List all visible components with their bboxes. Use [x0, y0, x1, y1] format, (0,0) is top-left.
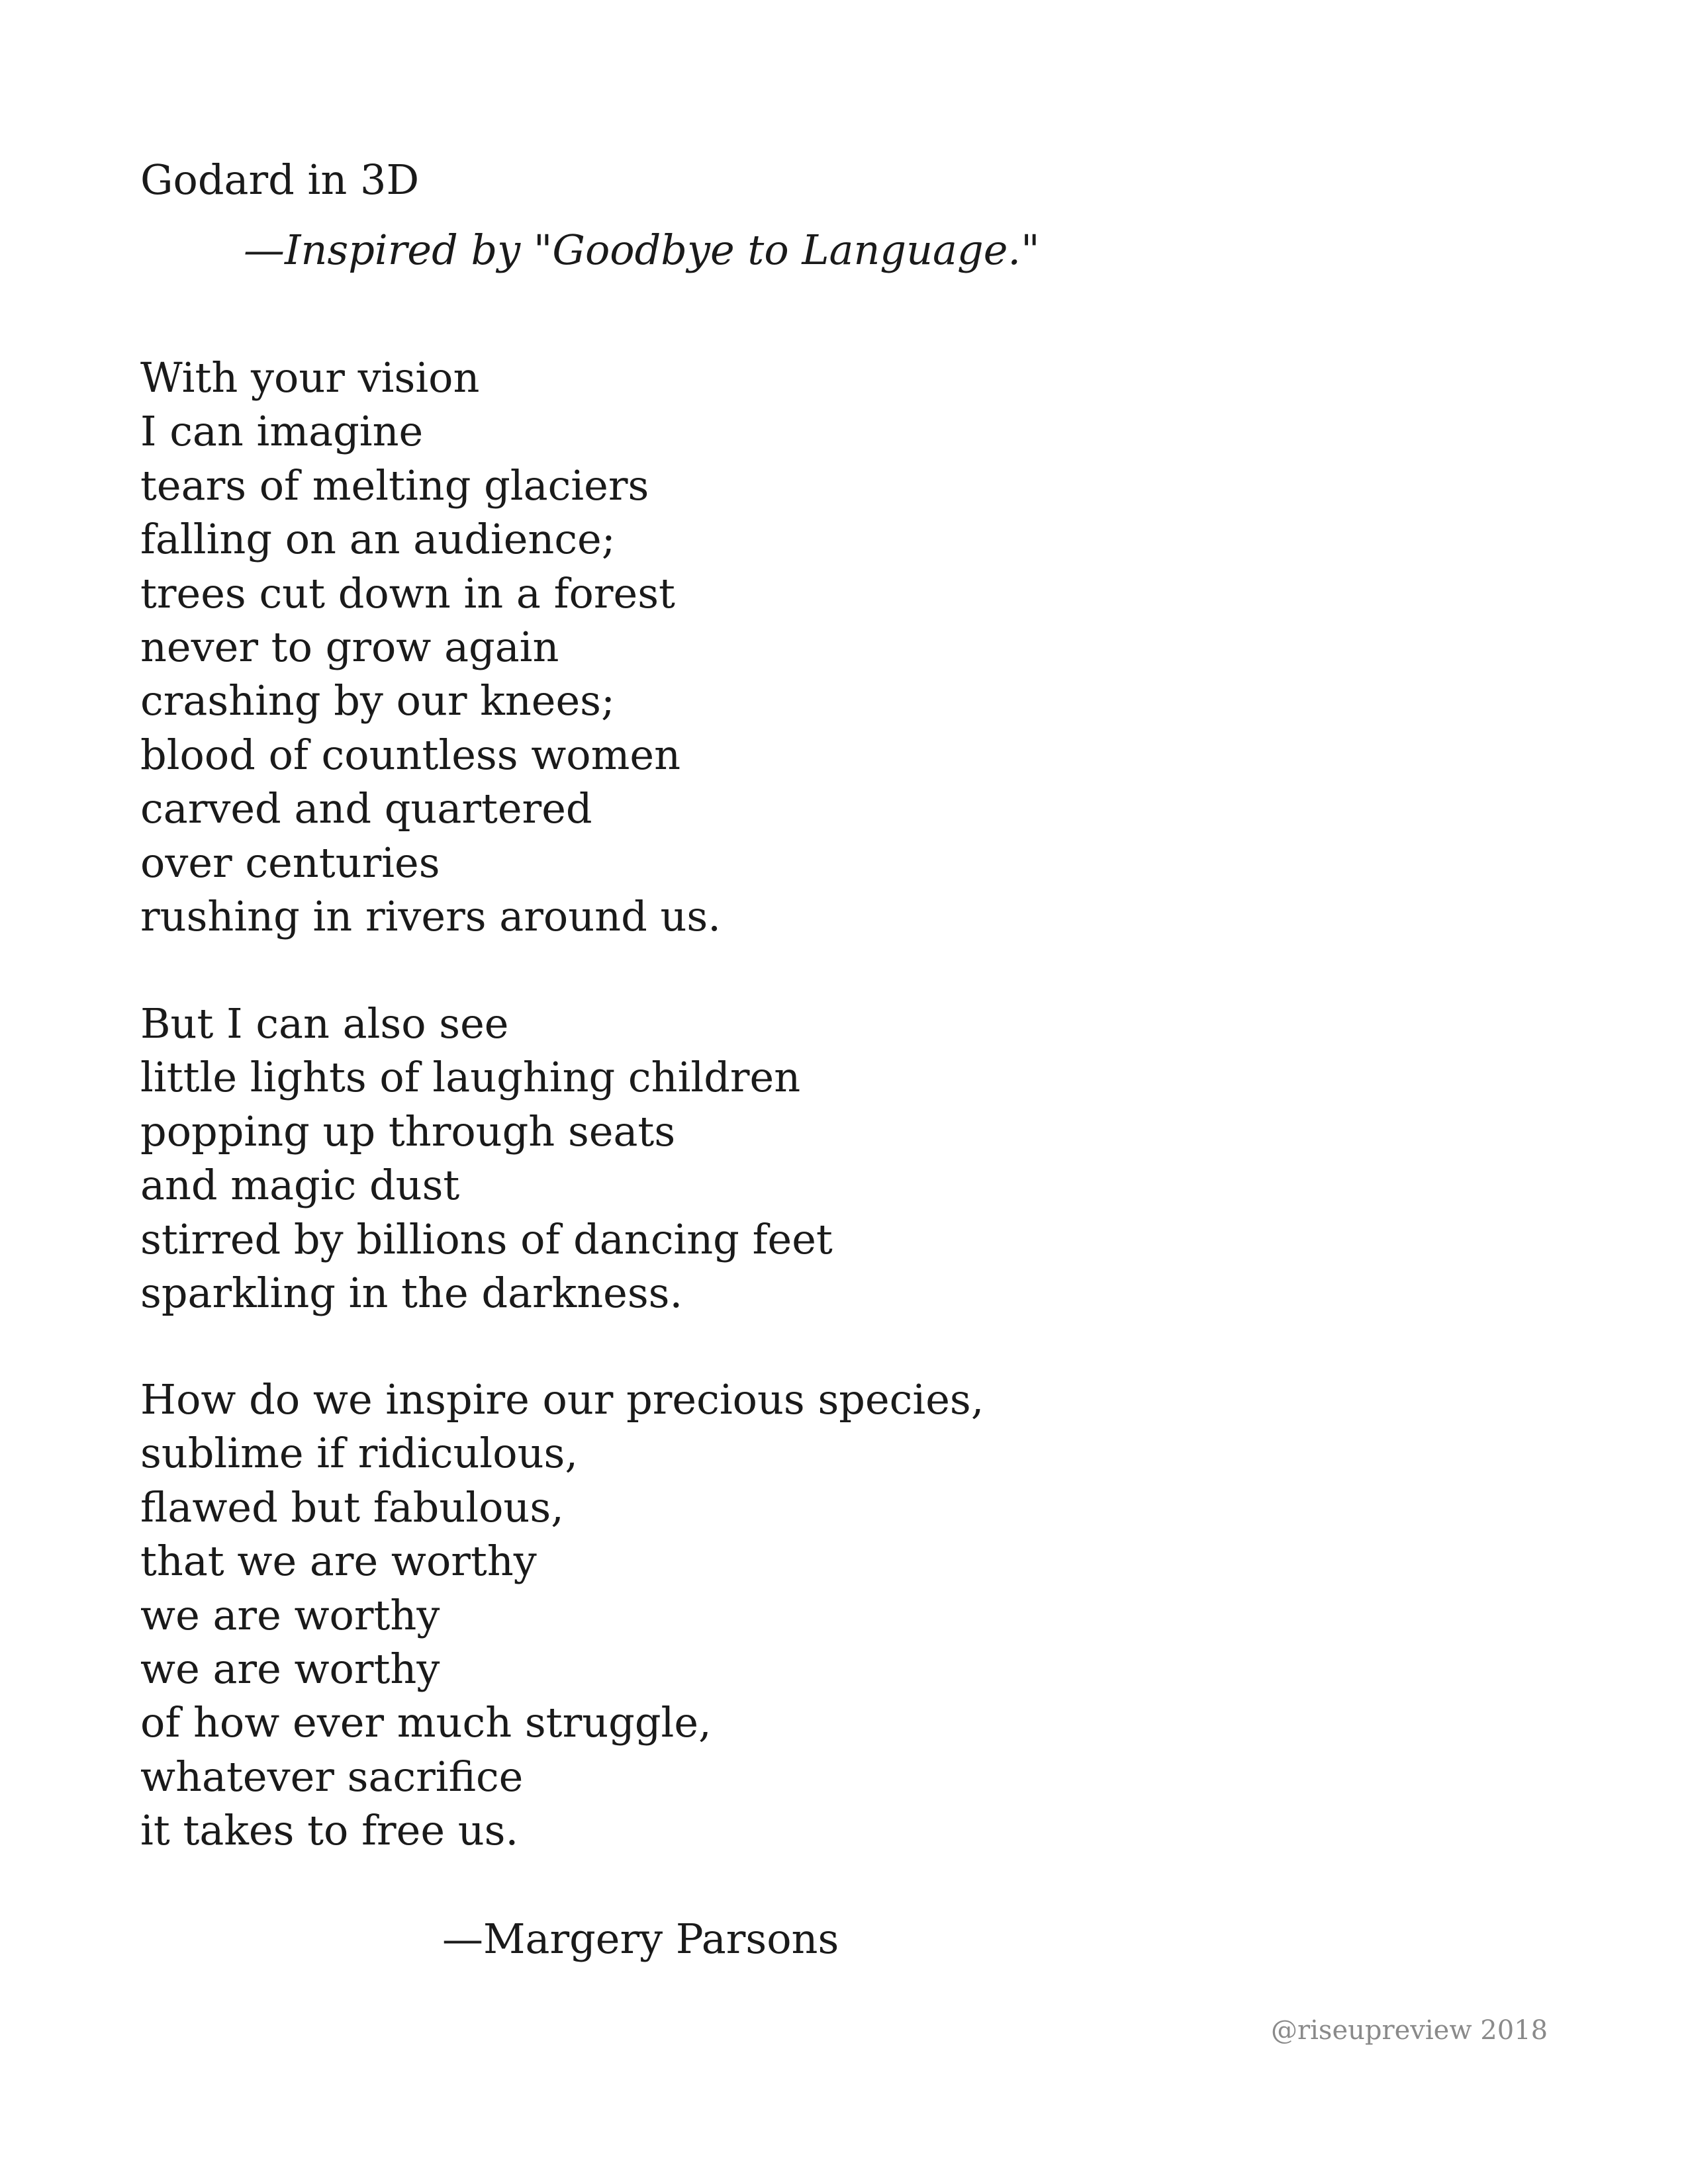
poem-line: it takes to free us. [140, 1806, 519, 1855]
stanza-2 [140, 997, 833, 1320]
poem-line: crashing by our knees; [140, 676, 615, 725]
poem-line: and magic dust [140, 1161, 460, 1210]
poem-line: stirred by billions of dancing feet [140, 1214, 833, 1263]
poem-line: little lights of laughing children [140, 1053, 801, 1102]
poem-line: flawed but fabulous, [140, 1482, 564, 1531]
poem-line: carved and quartered [140, 784, 592, 833]
poem-line: With your vision [140, 353, 480, 402]
poem-line: we are worthy [140, 1590, 440, 1639]
poem-line: whatever sacrifice [140, 1752, 524, 1801]
poem-line: falling on an audience; [140, 515, 616, 564]
poem-line: never to grow again [140, 623, 559, 672]
poem-epigraph: —Inspired by "Goodbye to Language." [244, 226, 1040, 274]
stanza-3 [140, 1373, 984, 1858]
poem-line: of how ever much struggle, [140, 1698, 712, 1747]
poem-line: sublime if ridiculous, [140, 1429, 579, 1478]
poem-line: tears of melting glaciers [140, 461, 649, 510]
poem-line: that we are worthy [140, 1537, 537, 1586]
poem-line: trees cut down in a forest [140, 569, 675, 617]
stanza-1 [140, 351, 721, 943]
poem-line: blood of countless women [140, 730, 681, 779]
poem-line: rushing in rivers around us. [140, 892, 721, 941]
poem-line: But I can also see [140, 999, 509, 1048]
poem-line: sparkling in the darkness. [140, 1269, 683, 1318]
poem-line: over centuries [140, 838, 440, 887]
poem-line: How do we inspire our precious species, [140, 1375, 984, 1424]
author-signature: —Margery Parsons [442, 1915, 839, 1963]
poem-title: Godard in 3D [140, 156, 420, 204]
copyright-notice: @riseupreview 2018 [1271, 2015, 1548, 2046]
poem-line: popping up through seats [140, 1107, 676, 1156]
poem-line: I can imagine [140, 407, 424, 456]
poem-line: we are worthy [140, 1645, 440, 1694]
